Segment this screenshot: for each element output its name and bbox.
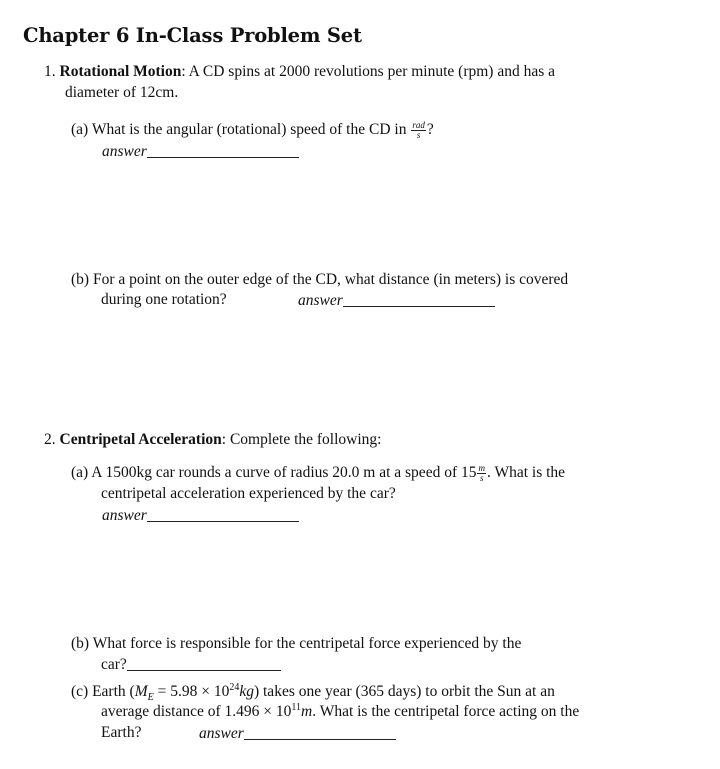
q2a-line-2: centripetal acceleration experienced by the car? bbox=[101, 485, 396, 502]
q1-line-2: diameter of 12cm. bbox=[65, 84, 179, 101]
q2c-text-3: Earth? bbox=[101, 724, 142, 741]
q1b-answer-blank[interactable] bbox=[343, 292, 495, 307]
q2a-answer-label: answer bbox=[102, 507, 147, 524]
q1b-line-2 bbox=[101, 290, 227, 310]
q1b-text-2: during one rotation? bbox=[101, 291, 227, 308]
q1a-line-1: (a) What is the angular (rotational) speed of the CD in $\frac{\text{rad}}{s}$ ? bbox=[71, 120, 434, 140]
q2a-answer-blank[interactable] bbox=[147, 507, 299, 522]
q2a-label: (a) bbox=[71, 464, 89, 481]
q2c-answer bbox=[199, 723, 396, 744]
q2c-line-3 bbox=[101, 723, 141, 743]
q2-heading: Centripetal Acceleration bbox=[59, 431, 222, 448]
page-title: Chapter 6 In-Class Problem Set bbox=[23, 24, 362, 47]
q1-line-1 bbox=[44, 62, 555, 82]
q1-number: 1. bbox=[44, 63, 56, 80]
q2b-answer-blank[interactable] bbox=[127, 656, 281, 671]
q2c-answer-blank[interactable] bbox=[244, 725, 396, 740]
q1b-text-1: For a point on the outer edge of the CD, what distance (in meters) is covered bbox=[92, 271, 569, 288]
q2a-line-1: (a) A 1500kg car rounds a curve of radius 20.0 m at a speed of 15 $\frac{m}{s}$ . What is the bbox=[71, 463, 566, 483]
q1a-answer-blank[interactable] bbox=[147, 143, 299, 158]
q2a-unit-fraction: $\frac{m}{s}$ bbox=[478, 463, 485, 483]
q2-number: 2. bbox=[44, 431, 56, 448]
q2-text-1: : Complete the following: bbox=[221, 431, 382, 448]
q1a-label: (a) bbox=[71, 121, 89, 138]
q2c-answer-label: answer bbox=[199, 725, 244, 742]
q1a-answer bbox=[102, 141, 299, 162]
q2-line-1 bbox=[44, 430, 381, 450]
q1a-answer-label: answer bbox=[102, 143, 147, 160]
q2b-line-1 bbox=[71, 634, 521, 654]
q2b-text-1: What force is responsible for the centripetal force experienced by the bbox=[92, 635, 522, 652]
q1b-answer-label: answer bbox=[298, 292, 343, 309]
q2b-line-2 bbox=[101, 654, 281, 675]
q1b-line-1 bbox=[71, 270, 568, 290]
q2b-label: (b) bbox=[71, 635, 90, 652]
q2c-line-1: (c) Earth $(M_E = 5.98 \times 10^{24}kg)$ takes one year (365 days) to orbit the Sun at an bbox=[71, 681, 555, 704]
q1a-unit-fraction: $\frac{\text{rad}}{s}$ bbox=[412, 120, 425, 140]
q2c-line-2: average distance of $1.496 \times 10^{11}m$. What is the centripetal force acting on the bbox=[101, 701, 580, 720]
q2c-label: (c) bbox=[71, 683, 89, 700]
q2a-text-1: A 1500kg car rounds a curve of radius 20.0 m at a speed of 15 bbox=[91, 464, 477, 481]
q1a-text: What is the angular (rotational) speed of the CD in bbox=[91, 121, 407, 138]
q1-text-1: : A CD spins at 2000 revolutions per minute (rpm) and has a bbox=[181, 63, 556, 80]
q1-heading: Rotational Motion bbox=[59, 63, 182, 80]
q2a-answer bbox=[102, 505, 299, 526]
q1b-answer bbox=[298, 290, 495, 311]
q2b-text-2: car? bbox=[101, 656, 127, 673]
q1b-label: (b) bbox=[71, 271, 90, 288]
